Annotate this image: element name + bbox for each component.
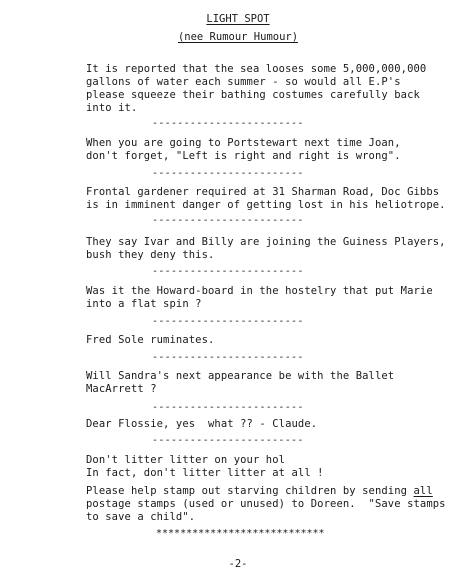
separator-line: ------------------------ [152,168,304,179]
text-line: please squeeze their bathing costumes carefully back [86,89,420,101]
page-number: -2- [228,558,248,570]
text-line: don't forget, "Left is right and right is wrong". [86,150,401,162]
rumour-item-portstewart [86,137,401,163]
separator-line: ------------------------ [152,215,304,226]
rumour-item-gardener [86,186,446,212]
text-line: When you are going to Portstewart next time Joan, [86,137,401,149]
text-line: into it. [86,102,138,114]
text-line: They say Ivar and Billy are joining the Guiness Players, [86,236,446,248]
text-line: Don't litter litter on your hol [86,454,286,466]
rumour-item-fred-sole [86,334,214,347]
text-line: Dear Flossie, yes what ?? - Claude. [86,418,318,430]
star-divider: **************************** [156,528,325,539]
text-line: postage stamps (used or unused) to Doreen. "Save stamps [86,498,446,510]
text-line: Please help stamp out starving children by sending all [86,485,433,497]
text-line: Will Sandra's next appearance be with the Ballet [86,370,395,382]
separator-line: ------------------------ [152,266,304,277]
text-line: Frontal gardener required at 31 Sharman Road, Doc Gibbs [86,186,440,198]
document-subtitle: (nee Rumour Humour) [177,31,299,43]
text-line: into a flat spin ? [86,298,202,310]
separator-line: ------------------------ [152,316,304,327]
text-line: is in imminent danger of getting lost in his heliotrope. [86,199,446,211]
separator-line: ------------------------ [152,352,304,363]
text-line: It is reported that the sea looses some 5,000,000,000 [86,63,427,75]
rumour-item-sea-water [86,63,426,115]
document-title: LIGHT SPOT [206,13,270,25]
text-line: Fred Sole ruminates. [86,334,215,346]
text-line: Was it the Howard-board in the hostelry that put Marie [86,285,433,297]
rumour-item-sandra [86,370,394,396]
rumour-item-howard-board [86,285,433,311]
separator-line: ------------------------ [152,435,304,446]
separator-line: ------------------------ [152,118,304,129]
rumour-item-litter [86,454,324,480]
text-line: to save a child". [86,511,196,523]
rumour-item-flossie [86,418,317,431]
emphasis-all: all [413,485,433,497]
text-line: bush they deny this. [86,249,215,261]
rumour-item-postage-stamps [86,485,446,524]
rumour-item-guiness-players [86,236,446,262]
text-line: gallons of water each summer - so would all E.P's [86,76,401,88]
text-line: In fact, don't litter litter at all ! [86,467,324,479]
separator-line: ------------------------ [152,402,304,413]
text-line: MacArrett ? [86,383,157,395]
